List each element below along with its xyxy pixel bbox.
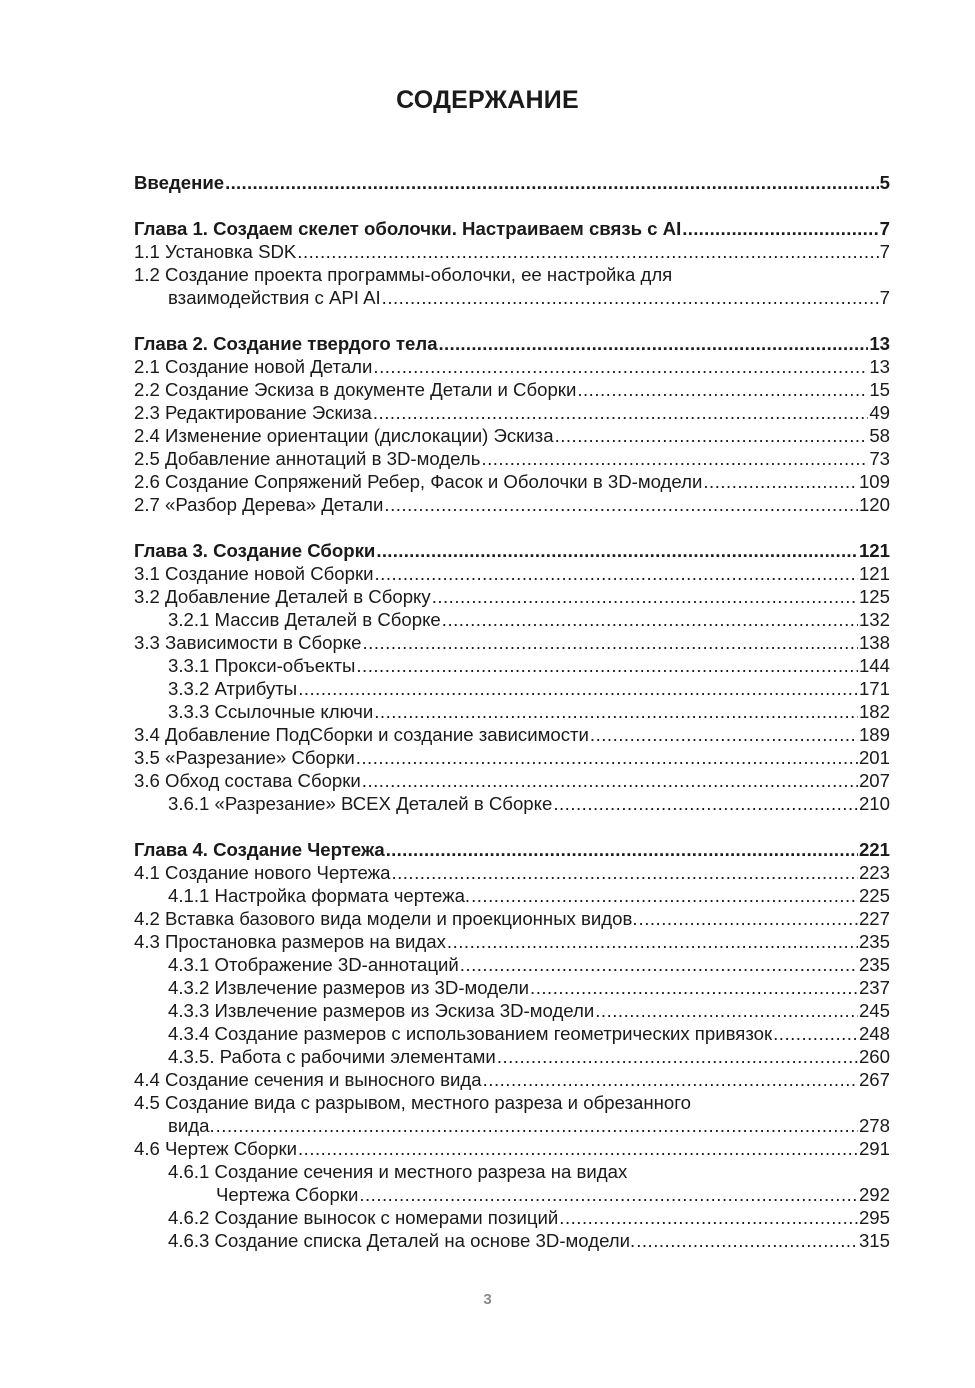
entry-page: 120 <box>858 494 890 515</box>
toc-entry[interactable] <box>134 1045 890 1068</box>
entry-title: 4.3.2 Извлечение размеров из 3D-модели <box>168 977 530 998</box>
entry-title: 4.1 Создание нового Чертежа <box>134 862 391 883</box>
toc-entry[interactable] <box>134 1137 890 1160</box>
entry-title: 4.6.2 Создание выносок с номерами позиций <box>168 1207 559 1228</box>
entry-title: 1.2 Создание проекта программы-оболочки, ее настройка для <box>134 264 673 285</box>
toc-entry-continued[interactable] <box>134 286 890 309</box>
entry-title: Глава 2. Создание твердого тела <box>134 333 438 354</box>
entry-title: 3.6.1 «Разрезание» ВСЕХ Деталей в Сборке <box>168 793 553 814</box>
toc-entry[interactable] <box>134 562 890 585</box>
entry-title: 4.3.5. Работа с рабочими элементами <box>168 1046 496 1067</box>
dot-leader <box>386 838 858 861</box>
dot-leader <box>363 631 858 654</box>
entry-title: 4.1.1 Настройка формата чертежа. <box>168 885 471 906</box>
toc-entry[interactable] <box>134 792 890 815</box>
entry-page: 223 <box>858 862 890 883</box>
toc-entry[interactable] <box>134 953 890 976</box>
dot-leader <box>559 1206 858 1229</box>
entry-page: 189 <box>858 724 890 745</box>
entry-page: 210 <box>858 793 890 814</box>
entry-title: Глава 1. Создаем скелет оболочки. Настраиваем связь с AI <box>134 218 682 239</box>
entry-title: 2.1 Создание новой Детали <box>134 356 373 377</box>
dot-leader <box>481 447 868 470</box>
entry-title: 2.2 Создание Эскиза в документе Детали и Сборки <box>134 379 577 400</box>
entry-title: 4.6.1 Создание сечения и местного разреза на видах <box>168 1161 628 1182</box>
toc-entry[interactable] <box>134 378 890 401</box>
toc-entry[interactable] <box>134 930 890 953</box>
page-number: 3 <box>483 1291 492 1308</box>
entry-title: 2.5 Добавление аннотаций в 3D-модель <box>134 448 481 469</box>
entry-page: 132 <box>858 609 890 630</box>
entry-page: 315 <box>858 1230 890 1251</box>
entry-page: 207 <box>858 770 890 791</box>
dot-leader <box>483 1068 858 1091</box>
toc-entry[interactable] <box>134 401 890 424</box>
entry-title: 2.3 Редактирование Эскиза <box>134 402 372 423</box>
entry-title: 2.7 «Разбор Дерева» Детали <box>134 494 384 515</box>
entry-page: 237 <box>858 977 890 998</box>
entry-title: 4.6 Чертеж Сборки <box>134 1138 298 1159</box>
dot-leader <box>773 1022 858 1045</box>
dot-leader <box>384 493 858 516</box>
toc-entry[interactable] <box>134 999 890 1022</box>
dot-leader <box>376 539 858 562</box>
entry-page: 221 <box>858 839 890 860</box>
entry-page: 121 <box>858 540 890 561</box>
entry-title: вида. <box>168 1115 215 1136</box>
dot-leader <box>553 792 858 815</box>
dot-leader <box>432 585 858 608</box>
entry-title: 4.5 Создание вида с разрывом, местного разреза и обрезанного <box>134 1092 691 1113</box>
entry-title: 4.4 Создание сечения и выносного вида <box>134 1069 482 1090</box>
dot-leader <box>497 1045 858 1068</box>
entry-page: 138 <box>858 632 890 653</box>
entry-page: 278 <box>858 1115 890 1136</box>
dot-leader <box>373 401 868 424</box>
dot-leader <box>216 1114 858 1137</box>
dot-leader <box>225 171 879 194</box>
entry-page: 235 <box>858 954 890 975</box>
dot-leader <box>595 999 858 1022</box>
toc-entry[interactable] <box>134 355 890 378</box>
entry-page: 182 <box>858 701 890 722</box>
toc-entry-continued[interactable] <box>134 1183 890 1206</box>
toc-entry[interactable] <box>134 631 890 654</box>
entry-title: Глава 4. Создание Чертежа <box>134 839 385 860</box>
toc-entry[interactable] <box>134 608 890 631</box>
toc-entry[interactable] <box>134 746 890 769</box>
dot-leader <box>362 769 858 792</box>
entry-page: 5 <box>879 172 890 193</box>
entry-page: 248 <box>858 1023 890 1044</box>
entry-title: 4.3.4 Создание размеров с использованием геометрических привязок <box>168 1023 773 1044</box>
entry-title: 3.5 «Разрезание» Сборки <box>134 747 355 768</box>
entry-page: 235 <box>858 931 890 952</box>
entry-title: 3.3.1 Прокси-объекты <box>168 655 356 676</box>
entry-title: 3.4 Добавление ПодСборки и создание зависимости <box>134 724 589 745</box>
toc-entry[interactable] <box>134 907 890 930</box>
toc-entry-intro[interactable] <box>134 171 890 194</box>
toc-entry[interactable] <box>134 240 890 263</box>
dot-leader <box>297 240 878 263</box>
dot-leader <box>391 861 858 884</box>
toc-entry[interactable] <box>134 723 890 746</box>
entry-title: 4.3.3 Извлечение размеров из Эскиза 3D-модели <box>168 1000 595 1021</box>
entry-page: 49 <box>869 402 890 423</box>
entry-title: 1.1 Установка SDK <box>134 241 297 262</box>
toc-entry[interactable] <box>134 1160 890 1183</box>
dot-leader <box>356 746 858 769</box>
dot-leader <box>636 1229 858 1252</box>
dot-leader <box>703 470 858 493</box>
toc-entry[interactable] <box>134 1022 890 1045</box>
entry-page: 144 <box>858 655 890 676</box>
entry-title: 4.3 Простановка размеров на видах <box>134 931 446 952</box>
dot-leader <box>682 217 878 240</box>
entry-page: 7 <box>879 287 890 308</box>
entry-page: 58 <box>869 425 890 446</box>
dot-leader <box>530 976 858 999</box>
dot-leader <box>639 907 858 930</box>
dot-leader <box>359 1183 858 1206</box>
toc-entry[interactable] <box>134 884 890 907</box>
entry-page: 260 <box>858 1046 890 1067</box>
entry-title: 4.6.3 Создание списка Деталей на основе 3D-модели. <box>168 1230 636 1251</box>
entry-title: 4.3.1 Отображение 3D-аннотаций <box>168 954 459 975</box>
toc-entry[interactable] <box>134 677 890 700</box>
entry-title: 2.4 Изменение ориентации (дислокации) Эскиза <box>134 425 554 446</box>
entry-page: 73 <box>869 448 890 469</box>
toc-entry[interactable] <box>134 447 890 470</box>
dot-leader <box>577 378 868 401</box>
entry-title: Введение <box>134 172 225 193</box>
entry-title: 3.3 Зависимости в Сборке <box>134 632 362 653</box>
entry-page: 225 <box>858 885 890 906</box>
entry-page: 245 <box>858 1000 890 1021</box>
dot-leader <box>373 355 868 378</box>
toc-entry[interactable] <box>134 263 890 286</box>
entry-title: 3.3.3 Ссылочные ключи <box>168 701 374 722</box>
entry-title: Чертежа Сборки <box>216 1184 359 1205</box>
toc-entry[interactable] <box>134 1206 890 1229</box>
entry-title: 3.2 Добавление Деталей в Сборку <box>134 586 431 607</box>
dot-leader <box>590 723 858 746</box>
entry-page: 267 <box>858 1069 890 1090</box>
dot-leader <box>374 700 858 723</box>
toc-chapter-4[interactable] <box>134 838 890 861</box>
entry-page: 109 <box>858 471 890 492</box>
entry-page: 13 <box>869 356 890 377</box>
dot-leader <box>471 884 858 907</box>
toc-entry[interactable] <box>134 861 890 884</box>
toc-entry[interactable] <box>134 585 890 608</box>
toc-chapter-2[interactable] <box>134 332 890 355</box>
entry-title: 3.2.1 Массив Деталей в Сборке <box>168 609 441 630</box>
table-of-contents <box>134 171 890 1252</box>
entry-title: 3.6 Обход состава Сборки <box>134 770 361 791</box>
entry-page: 7 <box>879 218 890 239</box>
dot-leader <box>460 953 858 976</box>
dot-leader <box>356 654 858 677</box>
dot-leader <box>442 608 858 631</box>
entry-page: 121 <box>858 563 890 584</box>
entry-page: 13 <box>869 333 890 354</box>
entry-title: Глава 3. Создание Сборки <box>134 540 376 561</box>
entry-page: 171 <box>858 678 890 699</box>
entry-page: 292 <box>858 1184 890 1205</box>
entry-title: 3.3.2 Атрибуты <box>168 678 298 699</box>
entry-page: 15 <box>869 379 890 400</box>
toc-entry[interactable] <box>134 976 890 999</box>
toc-entry[interactable] <box>134 700 890 723</box>
entry-page: 295 <box>858 1207 890 1228</box>
dot-leader <box>439 332 869 355</box>
toc-chapter-3[interactable] <box>134 539 890 562</box>
entry-page: 7 <box>879 241 890 262</box>
toc-chapter-1[interactable] <box>134 217 890 240</box>
entry-title: 3.1 Создание новой Сборки <box>134 563 374 584</box>
toc-entry-continued[interactable] <box>134 1114 890 1137</box>
entry-page: 201 <box>858 747 890 768</box>
dot-leader <box>298 1137 858 1160</box>
toc-entry[interactable] <box>134 470 890 493</box>
dot-leader <box>447 930 858 953</box>
entry-title: 2.6 Создание Сопряжений Ребер, Фасок и Оболочки в 3D-модели <box>134 471 703 492</box>
dot-leader <box>375 562 858 585</box>
entry-page: 291 <box>858 1138 890 1159</box>
entry-title: 4.2 Вставка базового вида модели и проекционных видов. <box>134 908 638 929</box>
entry-title: взаимодействия с API AI <box>168 287 381 308</box>
dot-leader <box>298 677 858 700</box>
entry-page: 227 <box>858 908 890 929</box>
page-title: СОДЕРЖАНИЕ <box>396 86 579 114</box>
toc-entry[interactable] <box>134 1229 890 1252</box>
toc-entry[interactable] <box>134 1068 890 1091</box>
toc-entry[interactable] <box>134 1091 890 1114</box>
dot-leader <box>382 286 879 309</box>
entry-page: 125 <box>858 586 890 607</box>
toc-entry[interactable] <box>134 493 890 516</box>
dot-leader <box>555 424 869 447</box>
toc-entry[interactable] <box>134 424 890 447</box>
toc-entry[interactable] <box>134 769 890 792</box>
toc-entry[interactable] <box>134 654 890 677</box>
